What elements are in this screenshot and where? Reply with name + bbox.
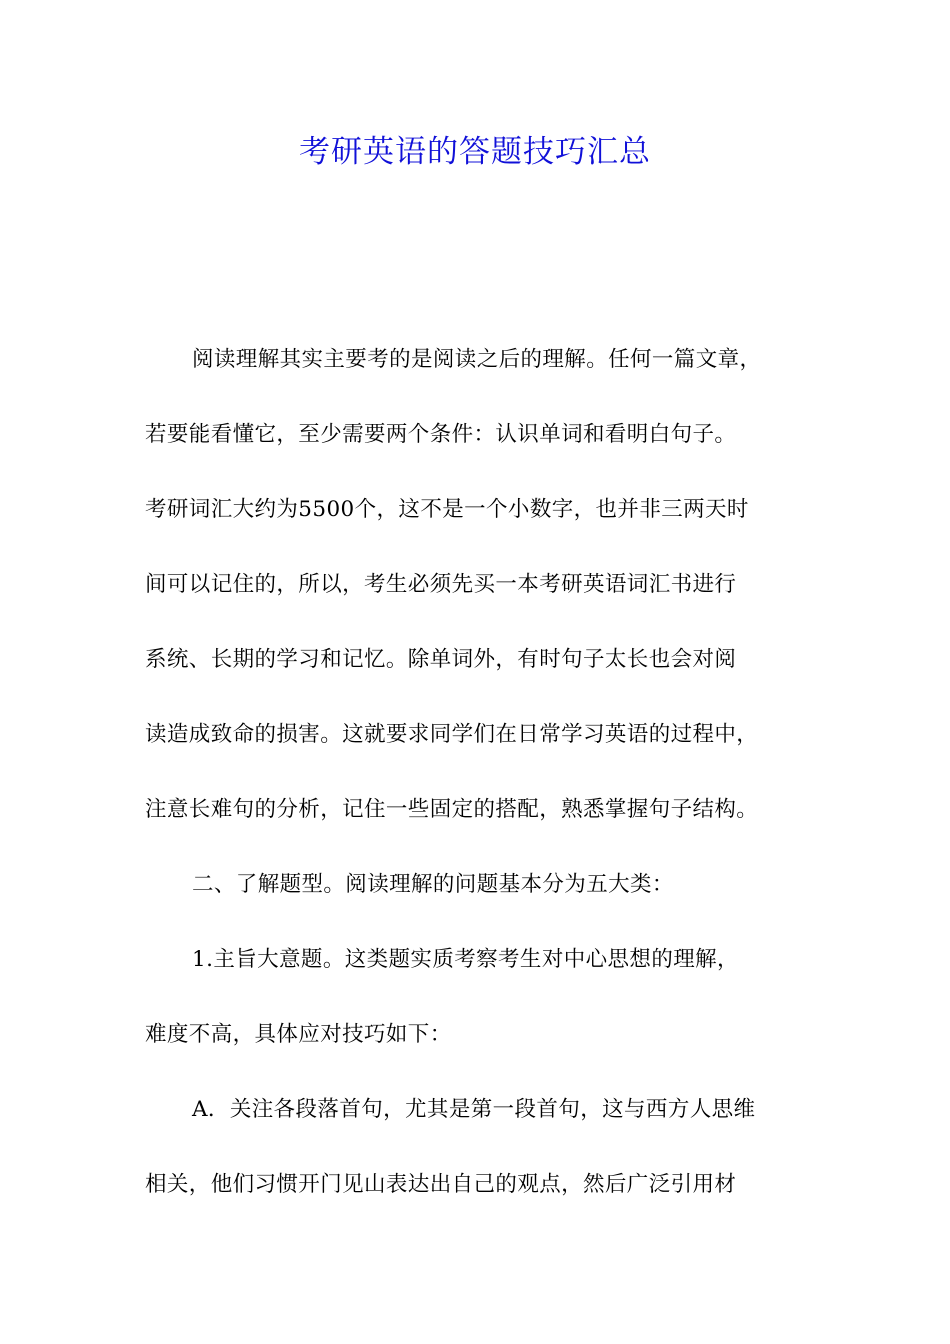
paragraph-line: A．关注各段落首句，尤其是第一段首句，这与西方人思维 xyxy=(192,1097,756,1122)
paragraph-line: 考研词汇大约为5500个，这不是一个小数字，也并非三两天时 xyxy=(145,497,749,522)
paragraph-line: 间可以记住的，所以，考生必须先买一本考研英语词汇书进行 xyxy=(145,572,737,597)
paragraph-line: 注意长难句的分析，记住一些固定的搭配，熟悉掌握句子结构。 xyxy=(145,797,759,822)
document-title: 考研英语的答题技巧汇总 xyxy=(299,134,651,170)
paragraph-line: 1.主旨大意题。这类题实质考察考生对中心思想的理解， xyxy=(192,947,739,972)
paragraph-line: 相关，他们习惯开门见山表达出自己的观点，然后广泛引用材 xyxy=(145,1172,737,1197)
paragraph-line: 读造成致命的损害。这就要求同学们在日常学习英语的过程中， xyxy=(145,722,759,747)
paragraph-line: 难度不高，具体应对技巧如下： xyxy=(145,1022,452,1047)
paragraph-line: 若要能看懂它，至少需要两个条件：认识单词和看明白句子。 xyxy=(145,422,737,447)
paragraph-line: 阅读理解其实主要考的是阅读之后的理解。任何一篇文章， xyxy=(192,347,762,372)
paragraph-line: 二、了解题型。阅读理解的问题基本分为五大类： xyxy=(192,872,674,897)
document-body xyxy=(145,338,825,1238)
paragraph-line: 系统、长期的学习和记忆。除单词外，有时句子太长也会对阅 xyxy=(145,647,737,672)
